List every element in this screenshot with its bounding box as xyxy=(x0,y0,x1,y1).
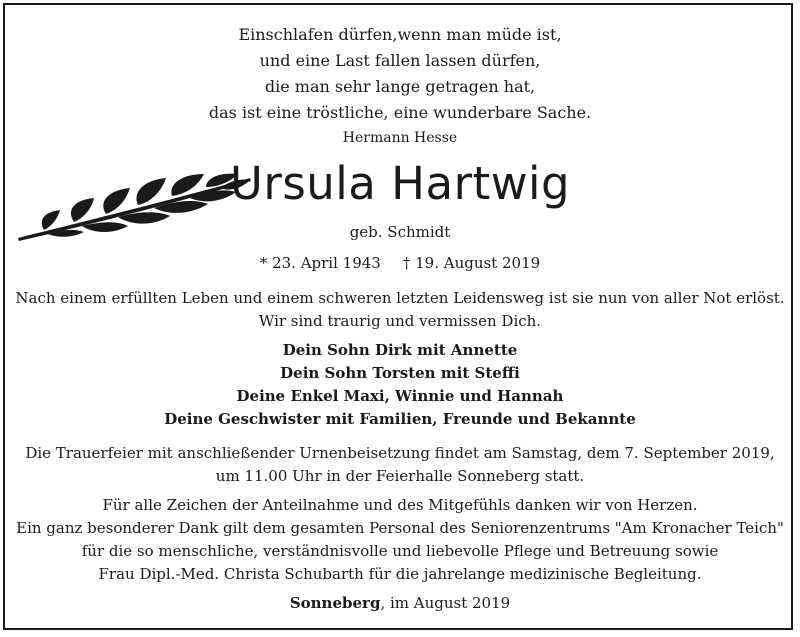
poem-line: und eine Last fallen lassen dürfen, xyxy=(259,51,541,70)
message-line: Wir sind traurig und vermissen Dich. xyxy=(258,312,542,330)
ceremony-line: Die Trauerfeier mit anschließender Urnenbeisetzung findet am Samstag, dem 7. September 2019, xyxy=(25,444,775,462)
poem-line: das ist eine tröstliche, eine wunderbare Sache. xyxy=(208,103,592,122)
mourner-line: Deine Geschwister mit Familien, Freunde und Bekannte xyxy=(164,410,636,428)
thanks-line: für die so menschliche, verständnisvolle und liebevolle Pflege und Betreuung sowie xyxy=(81,542,719,560)
thanks-line: Ein ganz besonderer Dank gilt dem gesamten Personal des Seniorenzentrums "Am Kronacher Teich" xyxy=(16,519,784,537)
poem-author: Hermann Hesse xyxy=(342,130,458,146)
poem-line: die man sehr lange getragen hat, xyxy=(264,77,536,96)
mourner-line: Deine Enkel Maxi, Winnie und Hannah xyxy=(236,387,564,405)
poem-verse xyxy=(0,22,800,126)
thanks-line: Frau Dipl.-Med. Christa Schubarth für die jahrelange medizinische Begleitung. xyxy=(98,565,702,583)
closing-date: , im August 2019 xyxy=(380,594,511,612)
death-date: † 19. August 2019 xyxy=(402,254,541,272)
closing-place-date xyxy=(0,592,800,615)
thanks-line: Für alle Zeichen der Anteilnahme und des Mitgefühls danken wir von Herzen. xyxy=(102,496,698,514)
poem-line: Einschlafen dürfen,wenn man müde ist, xyxy=(238,25,562,44)
mourner-line: Dein Sohn Dirk mit Annette xyxy=(282,341,518,359)
ceremony-line: um 11.00 Uhr in der Feierhalle Sonneberg statt. xyxy=(215,467,585,485)
birth-name: geb. Schmidt xyxy=(349,223,451,241)
thanks-text xyxy=(0,494,800,586)
message-line: Nach einem erfüllten Leben und einem schweren letzten Leidensweg ist sie nun von aller Not erlöst. xyxy=(15,289,785,307)
mourners-list xyxy=(0,339,800,431)
obituary-message xyxy=(0,287,800,333)
ceremony-info xyxy=(0,442,800,488)
life-dates xyxy=(0,252,800,274)
mourner-line: Dein Sohn Torsten mit Steffi xyxy=(280,364,520,382)
birth-date: * 23. April 1943 xyxy=(259,254,381,272)
deceased-name: Ursula Hartwig xyxy=(229,157,571,210)
closing-place: Sonneberg xyxy=(289,594,381,612)
